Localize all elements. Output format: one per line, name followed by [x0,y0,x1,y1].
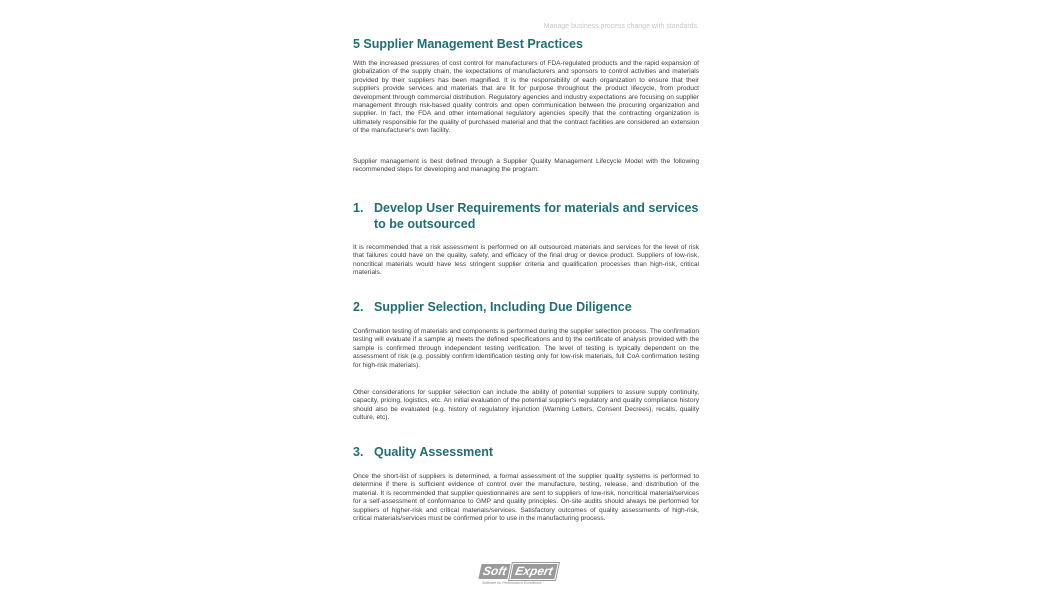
section-2-paragraph-1: Confirmation testing of materials and components is performed during the supplier selection process. The confirmation testing will evaluate if a sample a) meets the defined specifications and b) the certificate of analysis provided with the sample is confirmed through independent testing verification. The level of testing is typically dependent on the assessment of risk (e.g. possibly confirm identification testing only for low-risk materials, full CoA confirmation testing for high-risk materials). [353,328,699,369]
section-2-number: 2. [353,300,364,314]
logo-word-expert: Expert [510,563,559,580]
section-1-paragraph-1: It is recommended that a risk assessment is performed on all outsourced materials and services for the level of risk that failures could have on the quality, safety, and efficacy of the final drug or device product. Suppliers of low-risk, noncritical materials would have less stringent supplier criteria and qualification processes than high-risk, critical materials. [353,244,699,277]
section-3-number: 3. [353,445,364,459]
page-tagline: Manage business process change with standards. [543,23,699,30]
section-3-paragraph-1: Once the short-list of suppliers is determined, a formal assessment of the supplier quality systems is performed to determine if there is sufficient evidence of control over the manufacture, testing, release, and distribution of the material. It is recommended that supplier questionnaires are sent to suppliers of low-risk, noncritical material/services for a self-assessment of conformance to GMP and quality principles. On-site audits should always be performed for suppliers of higher-risk and critical materials/services. Satisfactory outcomes of quality assessments of high-risk, critical materials/services must be confirmed prior to use in the manufacturing process. [353,473,699,523]
section-1-number: 1. [353,201,364,215]
section-3-title: Quality Assessment [374,445,494,459]
logo-mark [478,564,558,579]
softexpert-logo [480,564,566,588]
section-1-title: Develop User Requirements for materials and services to be outsourced [374,201,699,231]
intro-paragraph-2: Supplier management is best defined through a Supplier Quality Management Lifecycle Model with the following recommended steps for developing and managing the program: [353,158,699,174]
section-2-heading [353,299,699,315]
intro-paragraph-1: With the increased pressures of cost control for manufacturers of FDA-regulated products and the rapid expansion of globalization of the supply chain, the expectations of manufacturers and sponsors to control activities and materials provided by their suppliers has been magnified. It is the responsibility of each organization to ensure that their suppliers provide services and materials that are fit for purpose throughout the product lifecycle, from product development through commercial distribution. Regulatory agencies and industry expectations are focusing on supplier management through risk-based quality controls and open communication between the procuring organization and supplier. In fact, the FDA and other international regulatory agencies specify that the contracting organization is ultimately responsible for the quality of purchased material and that the contract facilities are considered an extension of the manufacturer's own facility. [353,60,699,135]
document-title: 5 Supplier Management Best Practices [353,37,583,51]
section-3-heading [353,444,699,460]
logo-word-soft: Soft [478,564,511,579]
section-1-heading [353,200,699,232]
logo-tagline: Software for Performance Excellence [482,581,542,585]
section-2-title: Supplier Selection, Including Due Diligence [374,300,632,314]
section-2-paragraph-2: Other considerations for supplier selection can include the ability of potential suppliers to assure supply continuity, capacity, pricing, logistics, etc. An initial evaluation of the potential supplier's regulatory and quality compliance history should also be evaluated (e.g. history of regulatory injunction (Warning Letters, Consent Decrees), recalls, quality culture, etc). [353,389,699,422]
document-page [353,20,699,598]
